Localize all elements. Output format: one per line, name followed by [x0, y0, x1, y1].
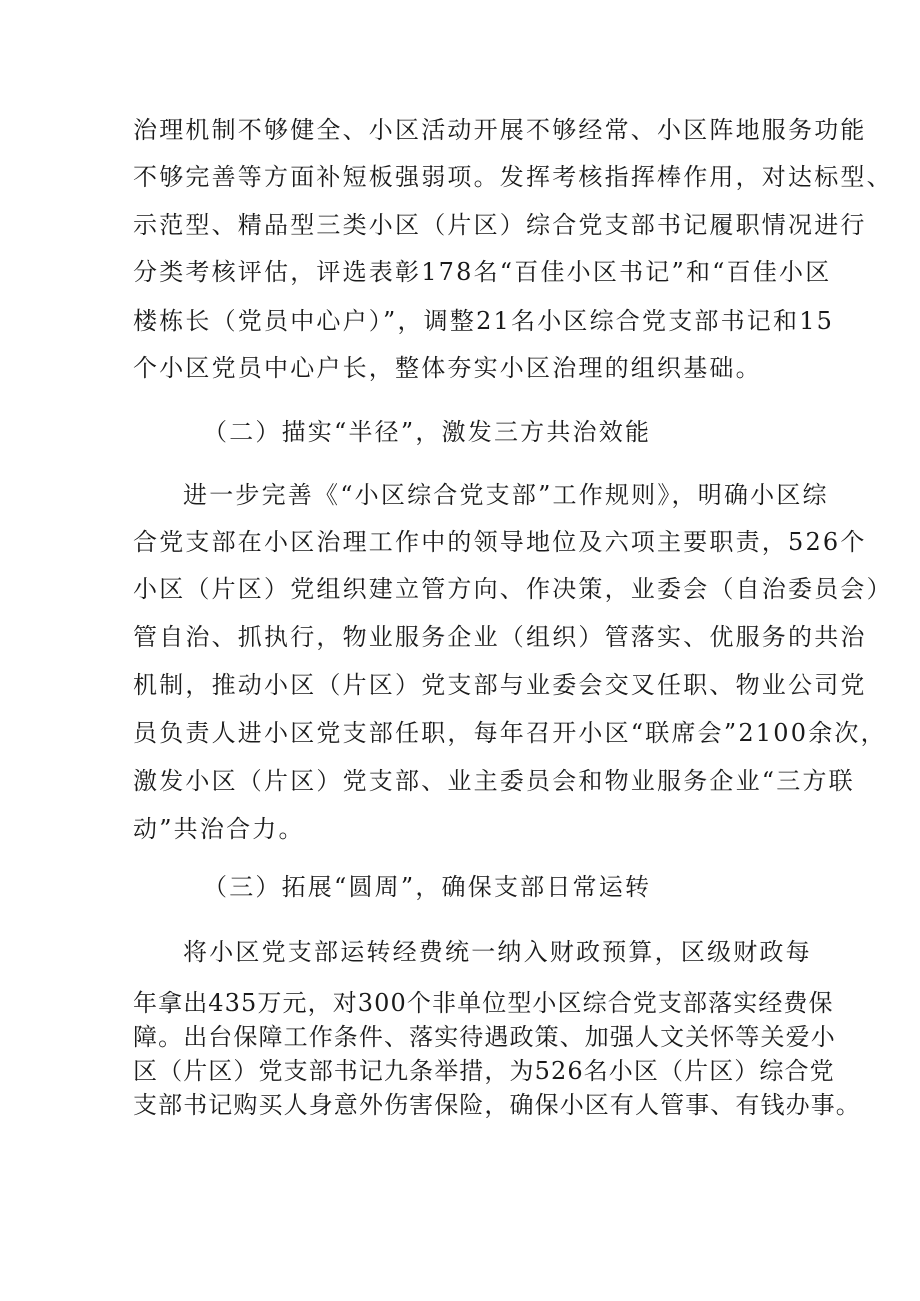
paragraph-line: 治理机制不够健全、小区活动开展不够经常、小区阵地服务功能	[133, 116, 867, 144]
paragraph-line: 激发小区（片区）党支部、业主委员会和物业服务企业“三方联	[133, 767, 855, 795]
section-heading: （二）描实“半径”，激发三方共治效能	[203, 418, 652, 446]
paragraph-line: 年拿出435万元，对300个非单位型小区综合党支部落实经费保	[133, 989, 834, 1017]
paragraph-line: 不够完善等方面补短板强弱项。发挥考核指挥棒作用，对达标型、	[133, 163, 893, 191]
paragraph-line: 分类考核评估，评选表彰178名“百佳小区书记”和“百佳小区	[133, 258, 832, 286]
paragraph-line: 管自治、抓执行，物业服务企业（组织）管落实、优服务的共治	[133, 623, 867, 651]
paragraph-line: 将小区党支部运转经费统一纳入财政预算，区级财政每	[183, 938, 812, 966]
paragraph-line: 进一步完善《“小区综合党支部”工作规则》，明确小区综	[183, 481, 829, 509]
paragraph-line: 小区（片区）党组织建立管方向、作决策，业委会（自治委员会）	[133, 575, 893, 603]
paragraph-line: 个小区党员中心户长，整体夯实小区治理的组织基础。	[133, 354, 762, 382]
paragraph-line: 合党支部在小区治理工作中的领导地位及六项主要职责，526个	[133, 528, 867, 556]
paragraph-line: 障。出台保障工作条件、落实待遇政策、加强人文关怀等关爱小	[133, 1023, 836, 1051]
paragraph-line: 区（片区）党支部书记九条举措，为526名小区（片区）综合党	[133, 1057, 835, 1085]
paragraph-line: 楼栋长（党员中心户）”，调整21名小区综合党支部书记和15	[133, 307, 835, 335]
paragraph-line: 动”共治合力。	[133, 815, 305, 843]
section-heading: （三）拓展“圆周”，确保支部日常运转	[203, 873, 652, 901]
paragraph-line: 支部书记购买人身意外伤害保险，确保小区有人管事、有钱办事。	[133, 1091, 861, 1119]
paragraph-line: 示范型、精品型三类小区（片区）综合党支部书记履职情况进行	[133, 211, 867, 239]
paragraph-line: 员负责人进小区党支部任职，每年召开小区“联席会”2100余次，	[133, 719, 887, 747]
paragraph-line: 机制，推动小区（片区）党支部与业委会交叉任职、物业公司党	[133, 671, 867, 699]
